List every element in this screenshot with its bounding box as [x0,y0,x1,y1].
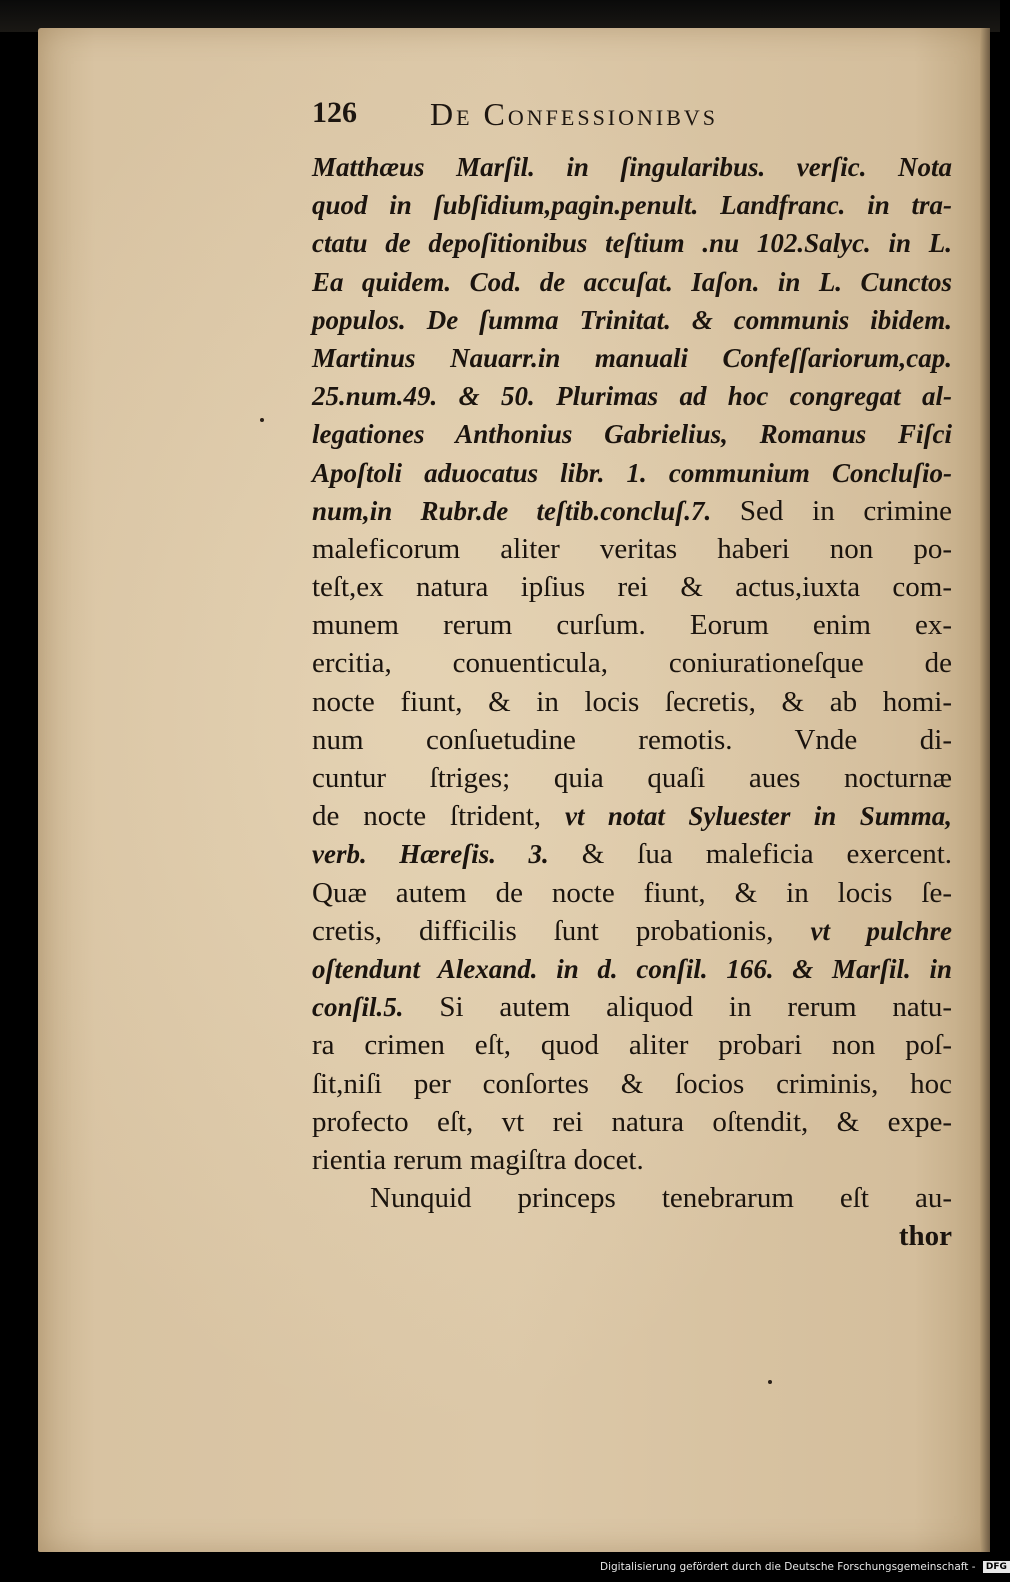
italic-segment: num,in Rubr.de teſtib.concluſ.7. [312,495,712,526]
text-line: thor [898,1220,952,1253]
digitization-credit [600,1561,1010,1577]
roman-segment: Sed in crimine [711,494,952,527]
text-line [312,988,952,1026]
text-line: Quæ autem de nocte fiunt, & in locis ſe- [312,876,952,909]
text-line [312,912,952,950]
text-line: profecto eſt, vt rei natura oſtendit, & expe- [312,1105,952,1138]
text-line: Apoſtoli aduocatus libr. 1. communium Concluſio- [312,457,952,488]
text-line: quod in ſubſidium,pagin.penult. Landfranc. in tra- [312,190,952,221]
text-line: maleficorum aliter veritas haberi non po- [312,532,952,565]
roman-segment: cretis, difficilis ſunt probationis, [312,914,811,947]
text-line: num conſuetudine remotis. Vnde di- [312,723,952,756]
text-line: Matthæus Marſil. in ſingularibus. verſic. Nota [312,152,952,182]
italic-segment: conſil.5. [312,992,404,1023]
italic-segment: vt notat Syluester in Summa, [564,801,952,832]
body-text [312,148,952,1255]
text-line: Ea quidem. Cod. de accuſat. Iaſon. in L. Cunctos [312,266,952,297]
roman-segment: de nocte ſtrident, [312,800,565,833]
ink-speck [260,418,264,422]
italic-segment: vt pulchre [810,915,952,946]
text-line: teſt,ex natura ipſius rei & actus,iuxta com- [312,571,952,604]
dfg-logo: DFG [983,1561,1010,1573]
text-line [312,797,952,835]
text-line: munem rerum curſum. Eorum enim ex- [312,609,952,642]
roman-segment: & ſua maleficia exercent. [548,838,953,871]
roman-segment: Si autem aliquod in rerum natu- [403,991,952,1024]
text-line: populos. De ſumma Trinitat. & communis ibidem. [312,304,952,335]
text-line [312,492,952,530]
text-line: ſit,niſi per conſortes & ſocios criminis, hoc [312,1067,952,1100]
text-line: oſtendunt Alexand. in d. conſil. 166. & Marſil. in [312,953,952,984]
page-edge [980,28,990,1552]
ink-speck [768,1380,772,1384]
text-line: nocte fiunt, & in locis ſecretis, & ab homi- [312,685,952,718]
text-line: ercitia, conuenticula, coniurationeſque de [312,647,952,680]
text-line: 25.num.49. & 50. Plurimas ad hoc congregat al- [312,381,952,412]
italic-segment: verb. Hæreſis. 3. [312,839,549,870]
running-title: De Confessionibvs [430,96,719,132]
text-line: ctatu de depoſitionibus teſtium .nu 102.Salyc. in L. [312,228,952,259]
text-line [312,835,952,873]
text-line: cuntur ſtriges; quia quaſi aues nocturnæ [312,762,952,794]
text-line: legationes Anthonius Gabrielius, Romanus Fiſci [312,419,952,450]
text-line: Nunquid princeps tenebrarum eſt au- [370,1182,952,1215]
text-line: Martinus Nauarr.in manuali Confeſſariorum,cap. [312,342,952,373]
page-header [312,96,832,140]
text-line: ra crimen eſt, quod aliter probari non poſ- [312,1029,952,1062]
text-line: rientia rerum magiſtra docet. [312,1143,644,1176]
credit-text: Digitalisierung gefördert durch die Deutsche Forschungsgemeinschaft - [600,1561,976,1573]
page-number: 126 [312,96,357,129]
